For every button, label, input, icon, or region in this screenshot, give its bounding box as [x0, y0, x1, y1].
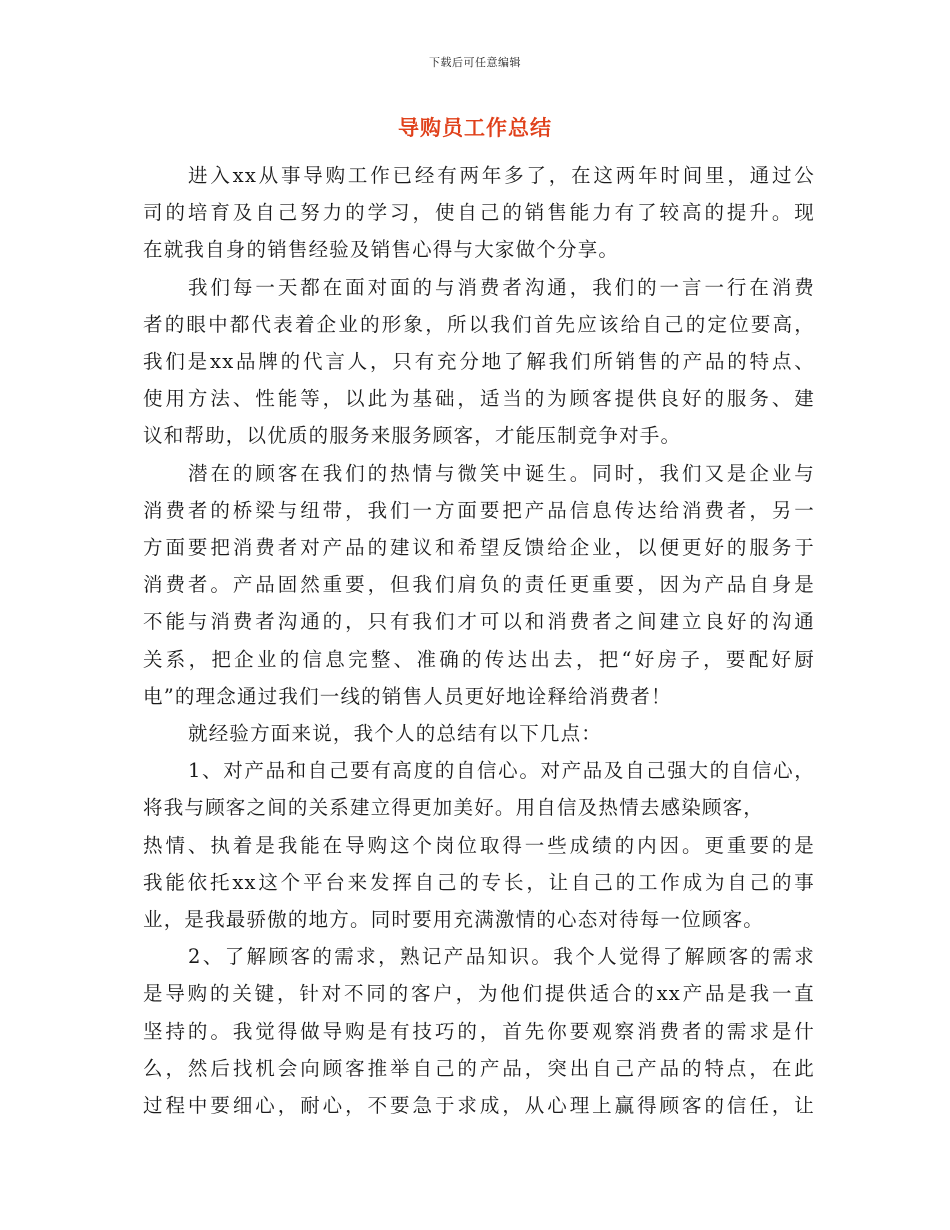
- text-line: 进入xx从事导购工作已经有两年多了，在这两年时间里，通过公: [188, 164, 815, 187]
- text-line: 么，然后找机会向顾客推举自己的产品，突出自己产品的特点，在此: [143, 1056, 815, 1080]
- text-line: 2、了解顾客的需求，熟记产品知识。我个人觉得了解顾客的需求: [188, 945, 815, 969]
- document-body: [143, 157, 815, 1124]
- header-note: 下载后可任意编辑: [429, 56, 521, 69]
- text-line: 者的眼中都代表着企业的形象，所以我们首先应该给自己的定位要高，: [143, 312, 815, 336]
- text-line: 是导购的关键，针对不同的客户，为他们提供适合的xx产品是我一直: [143, 982, 815, 1006]
- document-title: 导购员工作总结: [398, 116, 552, 140]
- text-line: 在就我自身的销售经验及销售心得与大家做个分享。: [143, 238, 620, 262]
- text-line: 司的培育及自己努力的学习，使自己的销售能力有了较高的提升。现: [143, 201, 815, 225]
- text-line: 方面要把消费者对产品的建议和希望反馈给企业，以便更好的服务于: [143, 536, 815, 560]
- text-line: 电”的理念通过我们一线的销售人员更好地诠释给消费者！: [143, 684, 672, 708]
- paragraph-5: [143, 752, 815, 938]
- text-line: 就经验方面来说，我个人的总结有以下几点：: [188, 722, 603, 746]
- paragraph-6: [143, 938, 815, 1124]
- paragraph-3: [143, 455, 815, 715]
- paragraph-1: [143, 157, 815, 269]
- text-line: 消费者。产品固然重要，但我们肩负的责任更重要，因为产品自身是: [143, 573, 815, 597]
- text-line: 热情、执着是我能在导购这个岗位取得一些成绩的内因。更重要的是: [143, 833, 815, 857]
- text-line: 业，是我最骄傲的地方。同时要用充满激情的心态对待每一位顾客。: [143, 908, 765, 932]
- text-line: 我们每一天都在面对面的与消费者沟通，我们的一言一行在消费: [188, 275, 815, 299]
- text-line: 坚持的。我觉得做导购是有技巧的，首先你要观察消费者的需求是什: [143, 1019, 815, 1043]
- text-line: 过程中要细心，耐心，不要急于求成，从心理上赢得顾客的信任，让: [143, 1094, 815, 1118]
- text-line: 不能与消费者沟通的，只有我们才可以和消费者之间建立良好的沟通: [143, 610, 815, 634]
- text-line: 我们是xx品牌的代言人，只有充分地了解我们所销售的产品的特点、: [143, 350, 815, 374]
- paragraph-4: [143, 715, 815, 752]
- text-line: 消费者的桥梁与纽带，我们一方面要把产品信息传达给消费者，另一: [143, 498, 815, 522]
- paragraph-2: [143, 269, 815, 455]
- text-line: 我能依托xx这个平台来发挥自己的专长，让自己的工作成为自己的事: [143, 870, 815, 894]
- text-line: 关系，把企业的信息完整、准确的传达出去，把“好房子，要配好厨: [143, 647, 815, 671]
- text-line: 1、对产品和自己要有高度的自信心。对产品及自己强大的自信心，: [188, 759, 815, 783]
- text-line: 潜在的顾客在我们的热情与微笑中诞生。同时，我们又是企业与: [188, 461, 815, 485]
- text-line: 使用方法、性能等，以此为基础，适当的为顾客提供良好的服务、建: [143, 387, 815, 411]
- text-line: 议和帮助，以优质的服务来服务顾客，才能压制竞争对手。: [143, 424, 682, 448]
- text-line: 将我与顾客之间的关系建立得更加美好。用自信及热情去感染顾客，: [143, 796, 765, 820]
